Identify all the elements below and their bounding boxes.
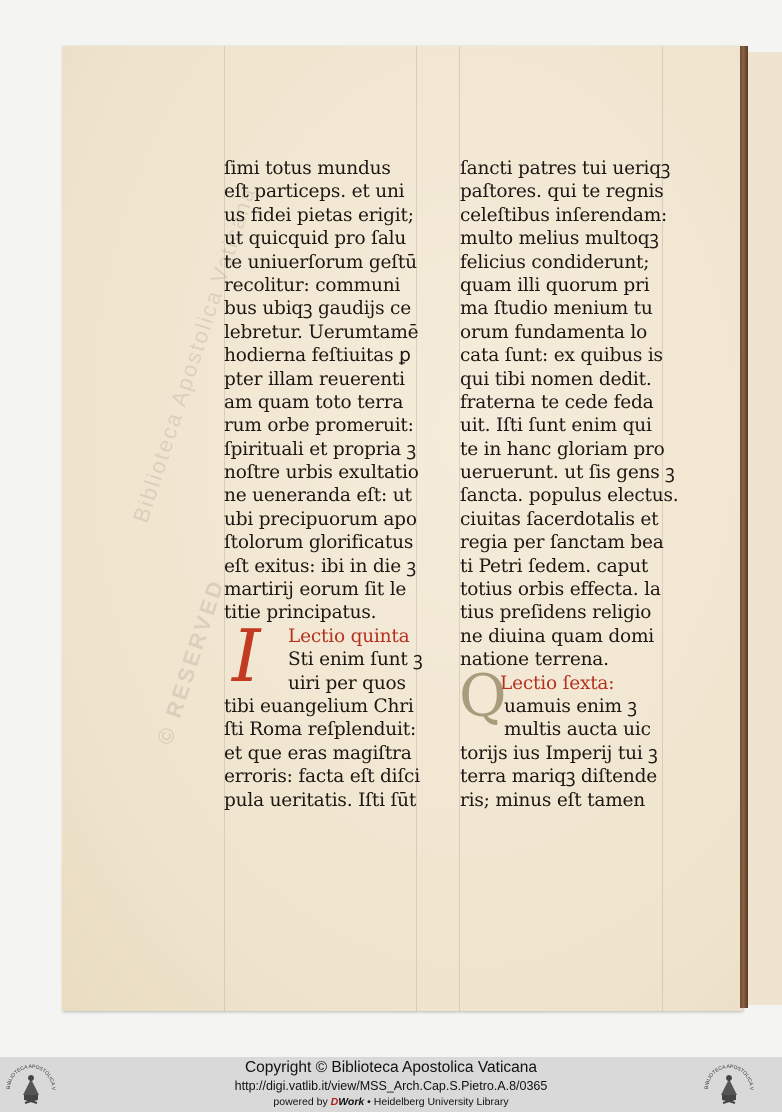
text-line: torijs ius Imperij tui ꝫ (460, 742, 658, 764)
text-line: ti Petri ſedem. caput (460, 555, 649, 577)
text-line: hodierna feſtiuitas ꝑ (224, 345, 411, 367)
text-line: erroris: facta eſt diſci (224, 766, 420, 788)
text-line: uamuis enim ꝫ (504, 695, 637, 717)
text-line: rum orbe promeruit: (224, 415, 414, 437)
text-line: bus ubiqꝫ gaudijs ce (224, 298, 411, 320)
text-line: totius orbis effecta. la (460, 579, 661, 601)
text-line: multis aucta uic (504, 719, 651, 741)
text-line: am quam toto terra (224, 391, 404, 413)
decorated-initial-q: Q (459, 662, 507, 730)
text-line: uiri per quos (288, 672, 406, 694)
text-line: ut quicquid pro ſalu (224, 228, 407, 250)
text-line: ciuitas ſacerdotalis et (460, 508, 659, 530)
text-line: felicius condiderunt; (460, 251, 650, 273)
source-url[interactable]: http://digi.vatlib.it/view/MSS_Arch.Cap.S.Pietro.A.8/0365 (234, 1079, 548, 1093)
text-line: cata ſunt: ex quibus is (460, 345, 663, 367)
text-line: ſti Roma reſplenduit: (224, 719, 417, 741)
text-line: titie principatus. (224, 602, 377, 624)
text-line: ris; minus eſt tamen (460, 789, 646, 811)
text-line: lebretur. Uerumtamē (224, 321, 419, 343)
text-line: recolitur: communi (224, 274, 401, 296)
text-line: pula ueritatis. Iſti ſūt (224, 789, 417, 811)
text-line: us fidei pietas erigit; (224, 204, 414, 226)
powered-by-line (0, 1096, 782, 1108)
text-line: ma ſtudio menium tu (460, 298, 653, 320)
text-line: ueruerunt. ut ſis gens ꝫ (460, 462, 675, 484)
text-line: noſtre urbis exultatio (224, 462, 419, 484)
text-line: ſancta. populus electus. (460, 485, 679, 507)
text-line: ſtolorum glorificatus (224, 532, 414, 554)
watermark-text: Biblioteca Apostolica Vaticana (128, 183, 261, 526)
text-line: regia per ſanctam bea (460, 532, 664, 554)
text-line: ubi precipuorum apo (224, 508, 417, 530)
svg-text:BIBLIOTECA APOSTOLICA VATICANA: BIBLIOTECA APOSTOLICA V (5, 1063, 57, 1090)
text-line: qui tibi nomen dedit. (460, 368, 652, 390)
text-line: ne ueneranda eſt: ut (224, 485, 412, 507)
copyright-notice: Copyright © Biblioteca Apostolica Vaticana (244, 1059, 538, 1076)
text-line: pter illam reuerenti (224, 368, 405, 390)
text-line: celeſtibus inſerendam: (460, 204, 668, 226)
powered-suffix: • Heidelberg University Library (364, 1096, 509, 1108)
dwork-logo[interactable] (331, 1096, 365, 1108)
text-line: multo melius multoqꝫ (460, 228, 659, 250)
text-line: natione terrena. (460, 649, 609, 671)
text-line: eſt particeps. et uni (224, 181, 405, 203)
vatican-library-seal-icon (4, 1059, 58, 1111)
dwork-rest: Work (338, 1096, 365, 1108)
decorated-initial-i: I (232, 614, 261, 698)
text-line: uit. Iſti ſunt enim qui (460, 415, 652, 437)
text-line: tius preſidens religio (460, 602, 652, 624)
text-line: eſt exitus: ibi in die ꝫ (224, 555, 416, 577)
text-line: te in hanc gloriam pro (460, 438, 665, 460)
text-line: ſancti patres tui ueriqꝫ (460, 158, 671, 179)
binding-edge (740, 46, 748, 1008)
text-line: martirij eorum ſit le (224, 579, 407, 601)
copyright-footer (0, 1057, 782, 1112)
powered-prefix: powered by (273, 1096, 331, 1108)
rubric-heading: Lectio ſexta: (500, 672, 615, 694)
text-line: ne diuina quam domi (460, 625, 655, 647)
watermark-reserved: © RESERVED (152, 575, 230, 748)
vatican-library-seal-icon (702, 1059, 756, 1111)
dwork-d: D (330, 1096, 339, 1108)
text-line: te uniuerſorum geſtū (224, 251, 417, 273)
text-line: ſpirituali et propria ꝫ (224, 438, 416, 460)
adjacent-leaf (748, 52, 782, 1005)
left-text-column (224, 157, 424, 812)
rubric-heading: Lectio quinta (288, 625, 410, 647)
text-line: fraterna te cede feda (460, 391, 654, 413)
text-line: paſtores. qui te regnis (460, 181, 664, 203)
text-line: orum fundamenta lo (460, 321, 648, 343)
text-line: terra mariqꝫ diſtende (460, 766, 657, 788)
text-line: et que eras magiſtra (224, 742, 412, 764)
text-line: ſimi totus mundus (224, 158, 391, 179)
text-line: Sti enim ſunt ꝫ (288, 649, 423, 671)
svg-text:BIBLIOTECA APOSTOLICA VATICANA: BIBLIOTECA APOSTOLICA V (703, 1063, 755, 1090)
text-line: quam illi quorum pri (460, 274, 650, 296)
text-line: tibi euangelium Chri (224, 695, 414, 717)
